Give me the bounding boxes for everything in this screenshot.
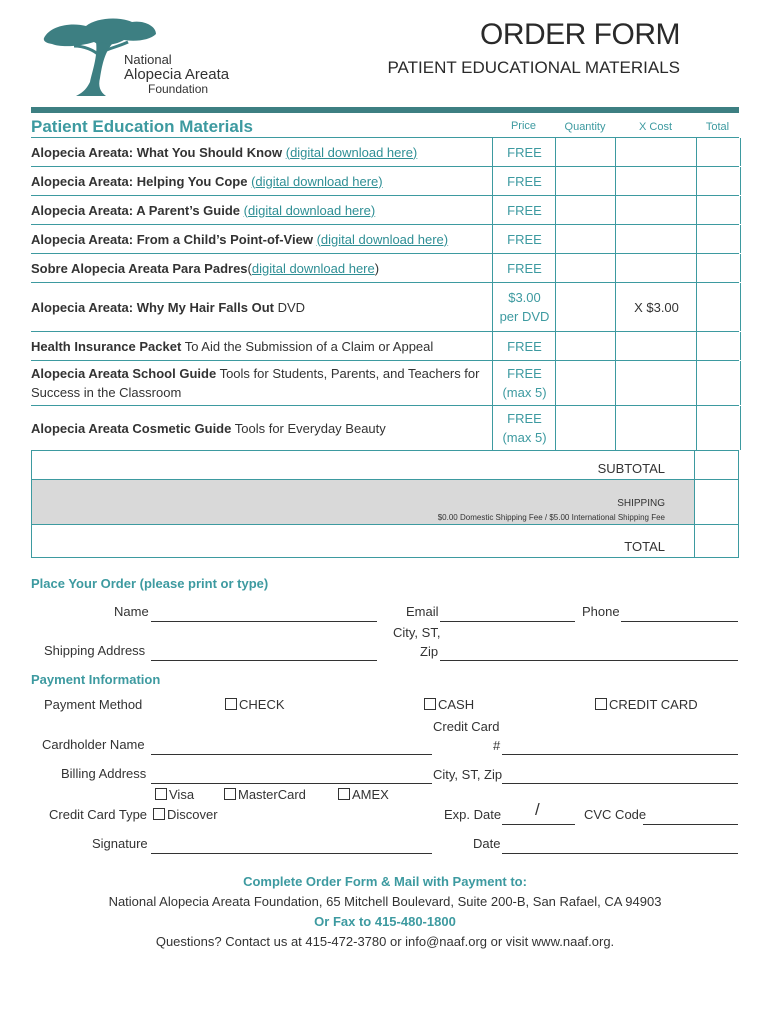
item-description [31,196,491,224]
name-label: Name [114,604,149,619]
total-row [31,525,739,558]
table-row [31,361,739,406]
quantity-field[interactable] [555,196,616,224]
item-cost: X $3.00 [615,283,697,331]
checkbox-icon[interactable] [155,788,167,800]
checkbox-icon[interactable] [153,808,165,820]
total-field[interactable] [696,332,741,360]
download-link[interactable]: (digital download here) [285,144,418,160]
logo-line-2: Alopecia Areata [124,66,230,83]
item-tail: ) [374,260,380,276]
item-cost [615,225,697,253]
item-title: Alopecia Areata: What You Should Know [31,144,283,160]
credit-card-option[interactable] [595,697,698,712]
subtotal-row [31,451,739,480]
table-row [31,167,739,196]
quantity-field[interactable] [555,361,616,405]
exp-date-slash: / [535,800,540,819]
item-text: Tools for Students, Parents, and Teachers for Success in the Classroom [31,366,480,400]
table-row [31,283,739,332]
download-link[interactable]: (digital download here) [243,202,376,218]
item-title: Alopecia Areata Cosmetic Guide [31,420,232,436]
shipping-field[interactable] [694,480,739,524]
quantity-field[interactable] [555,332,616,360]
quantity-field[interactable] [555,138,616,166]
item-title: Alopecia Areata: From a Child’s Point-of-View [31,231,313,247]
card-number-field[interactable] [502,754,738,755]
item-title: Alopecia Areata: Why My Hair Falls Out [31,299,274,315]
exp-date-label: Exp. Date [444,807,502,822]
signature-field[interactable] [151,853,432,854]
shipping-address-label: Shipping Address [44,643,146,658]
item-price: FREE [492,332,556,360]
shipping-note: $0.00 Domestic Shipping Fee / $5.00 International Shipping Fee [437,513,665,522]
item-cost [615,196,697,224]
checkbox-icon[interactable] [338,788,350,800]
signature-label: Signature [92,836,148,851]
item-price: FREE [492,196,556,224]
cvc-field[interactable] [643,824,738,825]
discover-option[interactable] [153,807,218,822]
mastercard-option[interactable] [224,787,306,802]
item-text: ( [247,260,252,276]
item-text: DVD [277,299,306,315]
checkbox-icon[interactable] [224,788,236,800]
table-row [31,225,739,254]
item-description [31,167,491,195]
card-number-hash: # [493,738,501,753]
footer-fax: Or Fax to 415-480-1800 [314,914,456,929]
cash-option[interactable] [424,697,474,712]
item-title: Alopecia Areata: Helping You Cope [31,173,248,189]
item-cost [615,406,697,450]
item-price: FREE [492,225,556,253]
quantity-field[interactable] [555,254,616,282]
quantity-field[interactable] [555,167,616,195]
total-field[interactable] [694,525,739,557]
quantity-field[interactable] [555,225,616,253]
total-field[interactable] [696,196,741,224]
cardholder-label: Cardholder Name [42,737,145,752]
item-price: FREE [492,254,556,282]
mastercard-label: MasterCard [238,787,306,802]
item-description [31,361,491,405]
table-row [31,332,739,361]
total-field[interactable] [696,406,741,450]
payment-method-label: Payment Method [44,697,143,712]
cvc-label: CVC Code [584,807,647,822]
city-st-label: City, ST, [393,625,441,640]
card-number-label: Credit Card [433,719,500,734]
amex-option[interactable] [338,787,389,802]
item-price: FREE (max 5) [492,406,556,450]
billing-address-field[interactable] [151,783,432,784]
table-row [31,406,739,451]
item-cost [615,361,697,405]
item-description [31,332,491,360]
footer-mail-heading: Complete Order Form & Mail with Payment to: [243,874,527,889]
item-title: Sobre Alopecia Areata Para Padres [31,260,248,276]
cash-label: CASH [438,697,475,712]
visa-option[interactable] [155,787,194,802]
item-price: FREE (max 5) [492,361,556,405]
col-cost: X Cost [638,120,672,133]
exp-date-field[interactable] [502,824,575,825]
table-row [31,196,739,225]
col-quantity: Quantity [564,120,606,133]
item-price: $3.00 per DVD [492,283,556,331]
shipping-label: SHIPPING [617,498,665,509]
checkbox-icon[interactable] [424,698,436,710]
item-title: Alopecia Areata School Guide [31,366,217,381]
phone-label: Phone [582,604,620,619]
table-row [31,138,739,167]
cardholder-field[interactable] [151,754,432,755]
download-link[interactable]: (digital download here) [316,231,449,247]
order-section-title: Place Your Order (please print or type) [31,576,269,591]
item-description [31,254,491,282]
item-cost [615,254,697,282]
table-header [31,116,739,138]
checkbox-icon[interactable] [225,698,237,710]
email-field[interactable] [440,621,575,622]
shipping-row [31,480,739,525]
zip-label: Zip [420,644,439,659]
discover-label: Discover [167,807,218,822]
item-text: Tools for Everyday Beauty [234,420,386,436]
col-price: Price [510,120,537,132]
subtotal-field[interactable] [694,451,739,479]
checkbox-icon[interactable] [595,698,607,710]
city-st-zip-field[interactable] [440,660,738,661]
quantity-field[interactable] [555,406,616,450]
item-cost [615,167,697,195]
total-field[interactable] [696,167,741,195]
date-label: Date [473,836,501,851]
subtotal-label: SUBTOTAL [597,461,665,476]
item-title: Health Insurance Packet [31,338,182,354]
col-total: Total [705,120,730,133]
total-field[interactable] [696,254,741,282]
footer-contact: Questions? Contact us at 415-472-3780 or info@naaf.org or visit www.naaf.org. [155,934,615,949]
item-text: To Aid the Submission of a Claim or Appeal [184,338,434,354]
total-field[interactable] [696,361,741,405]
item-price: FREE [492,138,556,166]
card-type-label: Credit Card Type [49,807,148,822]
total-field[interactable] [696,283,741,331]
quantity-field[interactable] [555,283,616,331]
date-field[interactable] [502,853,738,854]
billing-address-label: Billing Address [61,766,147,781]
item-title: Alopecia Areata: A Parent’s Guide [31,202,241,218]
name-field[interactable] [151,621,377,622]
billing-city-field[interactable] [502,783,738,784]
table-row [31,254,739,283]
item-description [31,225,491,253]
footer-address: National Alopecia Areata Foundation, 65 Mitchell Boulevard, Suite 200-B, San Rafael, CA 94903 [108,894,662,909]
check-option[interactable] [225,697,285,712]
credit-card-label: CREDIT CARD [609,697,698,712]
logo-line-1: National [124,52,172,67]
item-cost [615,332,697,360]
email-label: Email [406,604,439,619]
item-description [31,406,491,450]
naaf-logo [40,16,230,100]
item-description [31,138,491,166]
payment-section-title: Payment Information [31,672,161,687]
total-field[interactable] [696,225,741,253]
download-link[interactable]: digital download here [251,260,375,276]
phone-field[interactable] [621,621,738,622]
page-subtitle: PATIENT EDUCATIONAL MATERIALS [387,58,680,77]
download-link[interactable]: (digital download here) [251,173,383,189]
check-label: CHECK [239,697,285,712]
item-cost [615,138,697,166]
table-rows [31,138,739,451]
item-price: FREE [492,167,556,195]
materials-table [31,116,739,558]
total-label: TOTAL [624,539,665,554]
billing-city-label: City, ST, Zip [433,767,503,782]
item-description [31,283,491,331]
logo-line-3: Foundation [148,82,209,96]
table-section-title: Patient Education Materials [31,116,253,136]
total-field[interactable] [696,138,741,166]
page-title: ORDER FORM [480,18,680,51]
visa-label: Visa [169,787,195,802]
amex-label: AMEX [352,787,389,802]
header-divider [31,107,739,113]
shipping-address-field[interactable] [151,660,377,661]
